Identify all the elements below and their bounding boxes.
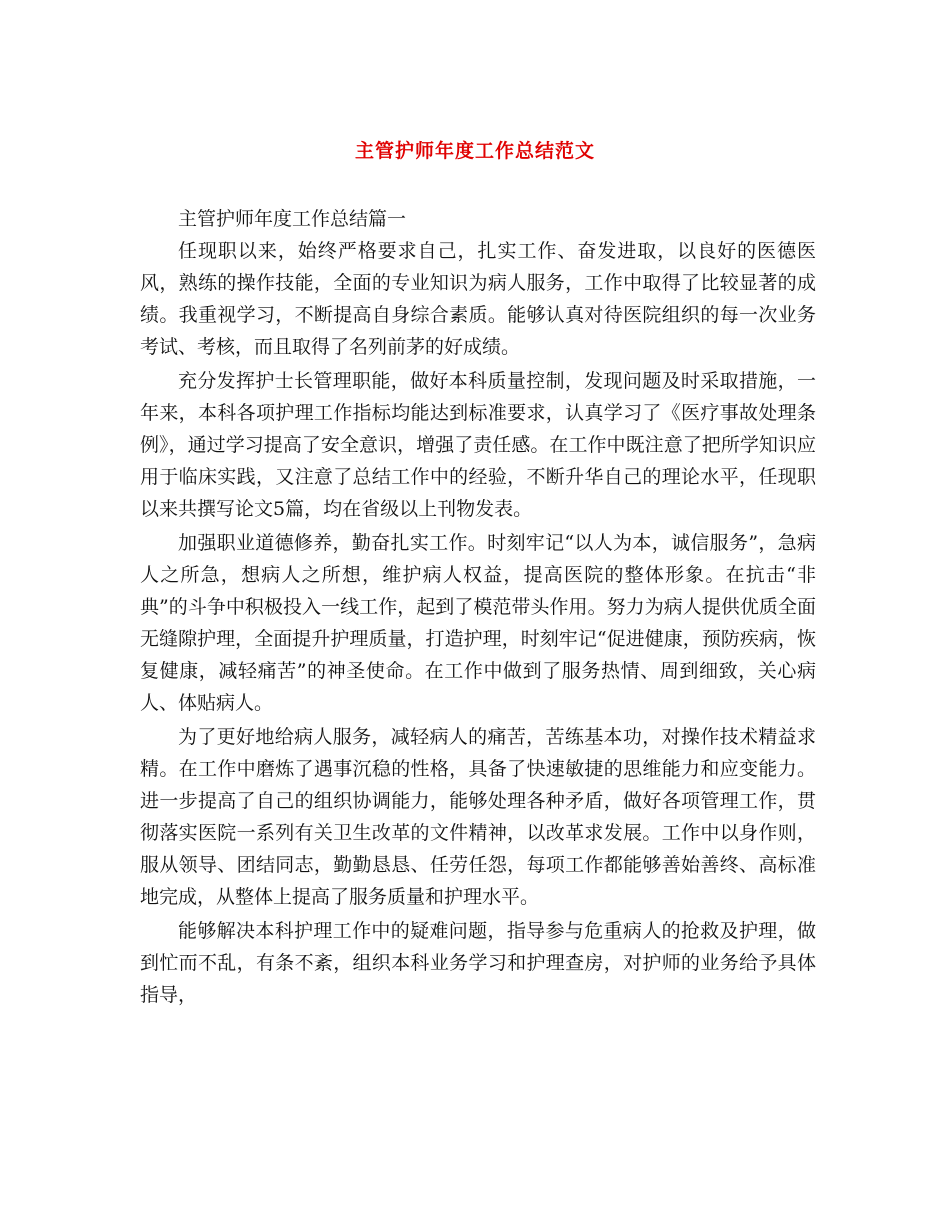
paragraph-2: 充分发挥护士长管理职能，做好本科质量控制，发现问题及时采取措施，一年来，本科各项护理工作指标均能达到标准要求，认真学习了《医疗事故处理条例》，通过学习提高了安全意识，增强了责任感。在工作中既注意了把所学知识应用于临床实践，又注意了总结工作中的经验，不断升华自己的理论水平，任现职以来共撰写论文5篇，均在省级以上刊物发表。 — [140, 370, 816, 520]
paragraph-5: 能够解决本科护理工作中的疑难问题，指导参与危重病人的抢救及护理，做到忙而不乱，有条不紊，组织本科业务学习和护理查房，对护师的业务给予具体指导， — [140, 920, 816, 1006]
paragraph-3: 加强职业道德修养，勤奋扎实工作。时刻牢记“以人为本，诚信服务”，急病人之所急，想病人之所想，维护病人权益，提高医院的整体形象。在抗击“非典”的斗争中积极投入一线工作，起到了模范带头作用。努力为病人提供优质全面无缝隙护理，全面提升护理质量，打造护理，时刻牢记“促进健康，预防疾病，恢复健康，减轻痛苦”的神圣使命。在工作中做到了服务热情、周到细致，关心病人、体贴病人。 — [140, 532, 816, 714]
document-title: 主管护师年度工作总结范文 — [354, 140, 595, 162]
section-heading: 主管护师年度工作总结篇一 — [178, 208, 407, 230]
document-body — [140, 203, 816, 1013]
paragraph-1: 任现职以来，始终严格要求自己，扎实工作、奋发进取，以良好的医德医风，熟练的操作技能，全面的专业知识为病人服务，工作中取得了比较显著的成绩。我重视学习，不断提高自身综合素质。能够认真对待医院组织的每一次业务考试、考核，而且取得了名列前茅的好成绩。 — [140, 240, 816, 358]
paragraph-4: 为了更好地给病人服务，减轻病人的痛苦，苦练基本功，对操作技术精益求精。在工作中磨炼了遇事沉稳的性格，具备了快速敏捷的思维能力和应变能力。进一步提高了自己的组织协调能力，能够处理各种矛盾，做好各项管理工作，贯彻落实医院一系列有关卫生改革的文件精神，以改革求发展。工作中以身作则，服从领导、团结同志，勤勤恳恳、任劳任怨，每项工作都能够善始善终、高标准地完成，从整体上提高了服务质量和护理水平。 — [140, 726, 816, 908]
